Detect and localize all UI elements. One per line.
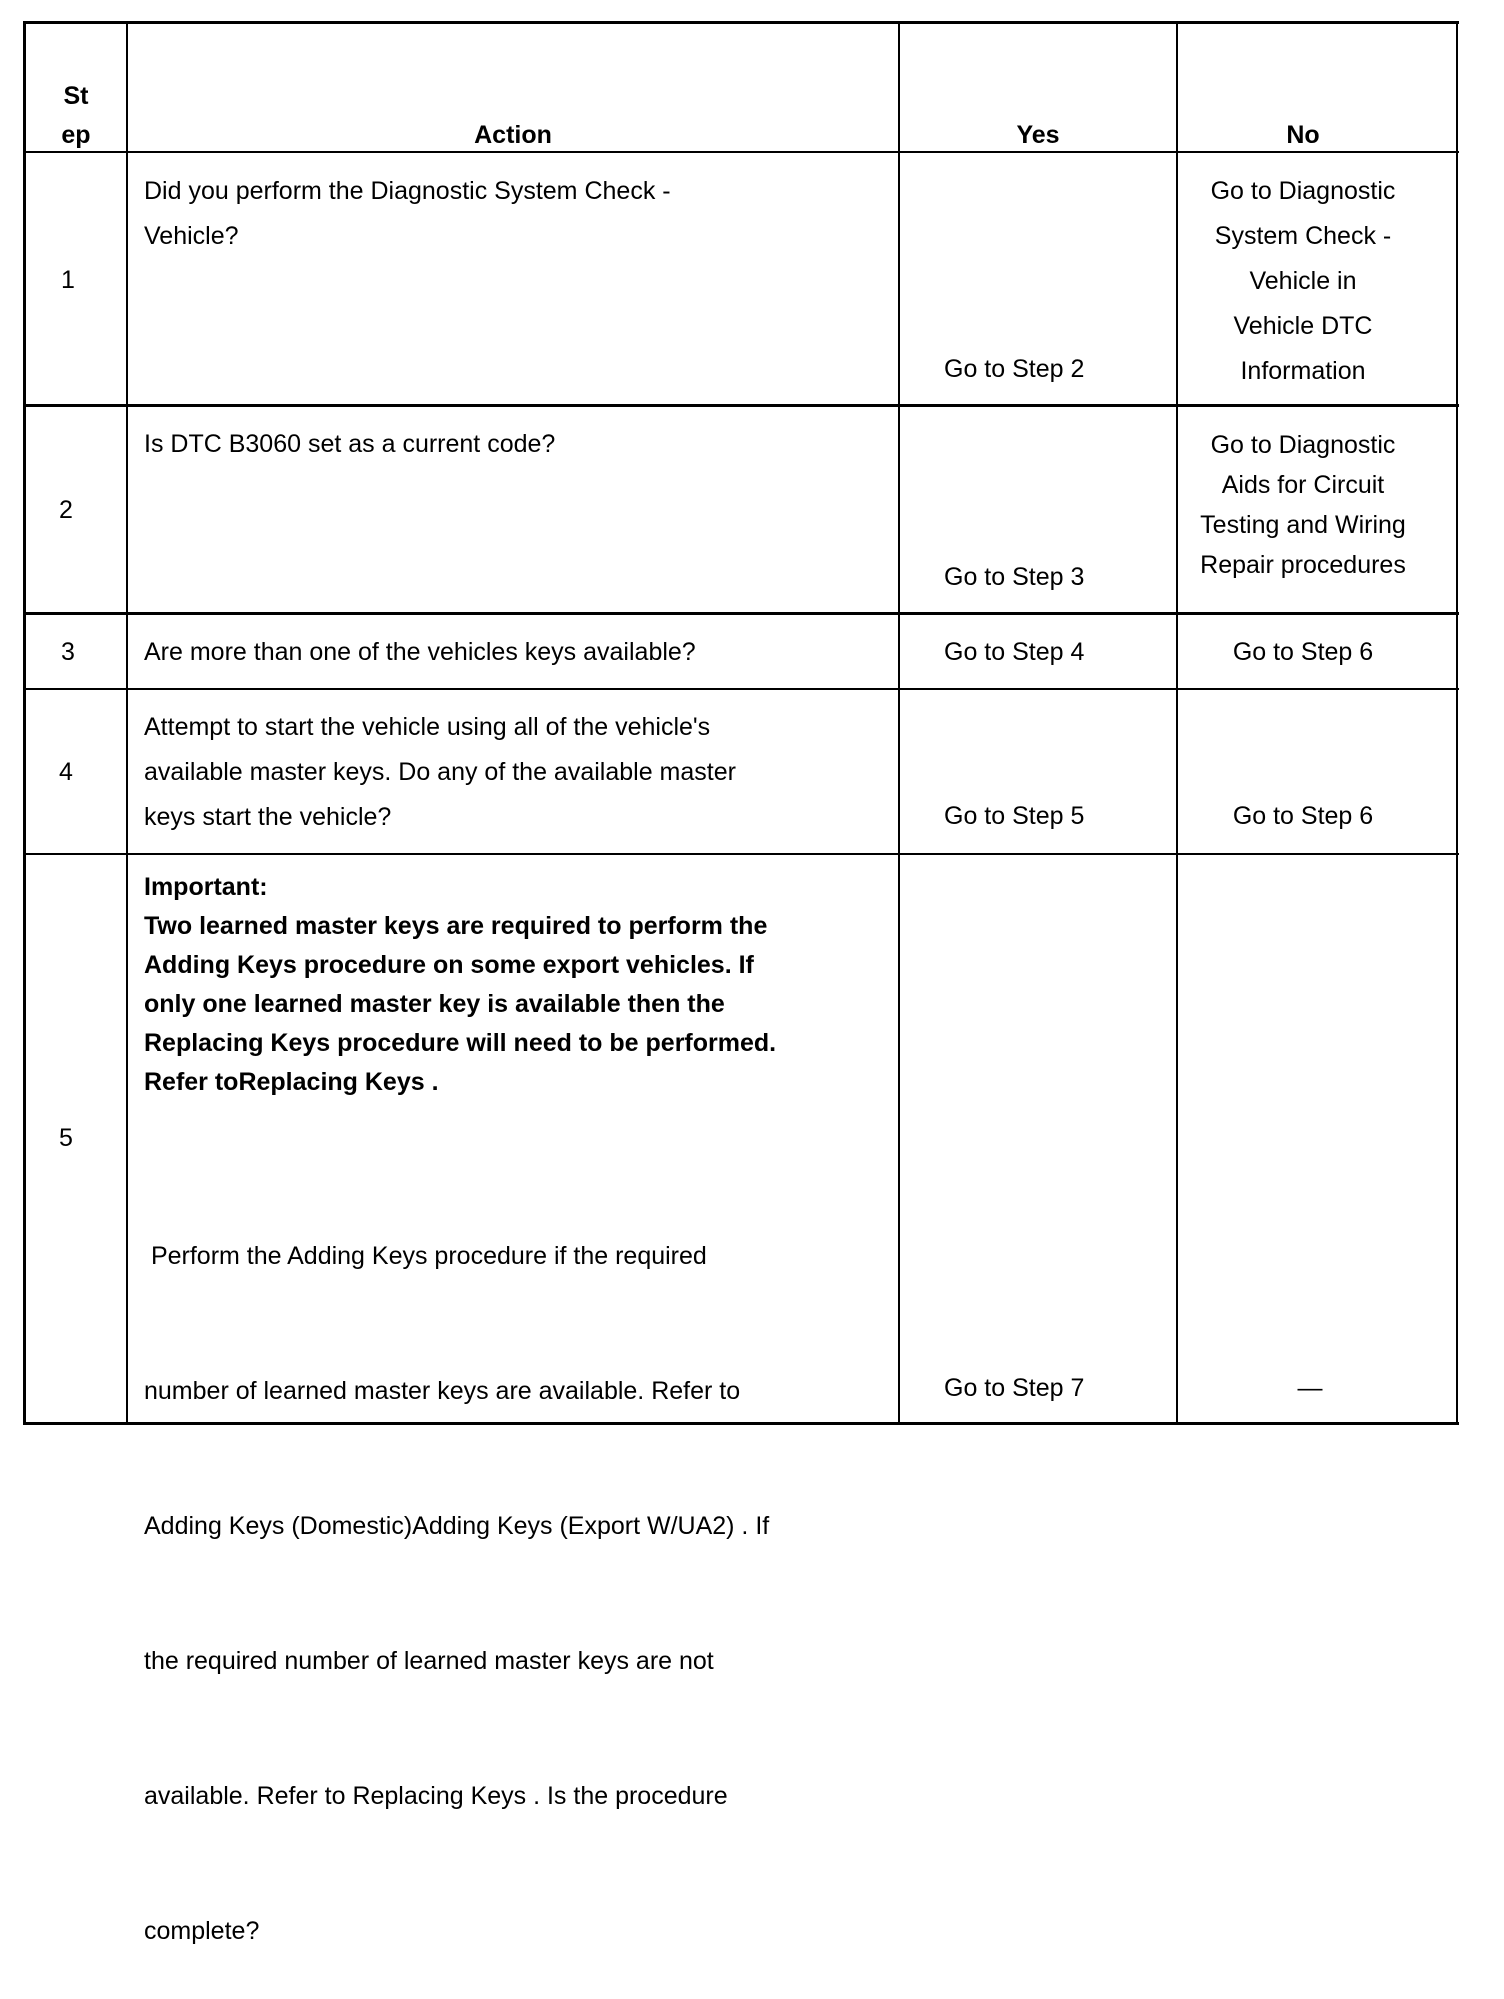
step-number: 5 [59,1124,73,1152]
action-line: Did you perform the Diagnostic System Check - [144,177,671,205]
step-number: 3 [61,638,75,666]
action-text [144,169,671,259]
important-line: Replacing Keys procedure will need to be performed. [144,1029,777,1057]
action-line: Attempt to start the vehicle using all of the vehicle's [144,713,711,741]
no-line: Go to Diagnostic [1210,431,1396,459]
yes-link[interactable]: Go to Step 3 [944,563,1085,591]
no-link[interactable] [1178,425,1428,585]
action-line: Perform the Adding Keys procedure if the required [144,1242,707,1270]
column-divider [898,24,900,1422]
row-divider [26,612,1459,615]
column-divider [1456,24,1458,1422]
header-no: No [1286,121,1320,149]
action-text [144,705,736,840]
no-line: Testing and Wiring [1200,511,1406,539]
action-line: available master keys. Do any of the available master [144,758,736,786]
header-step-line1: St [63,82,89,110]
step-number: 1 [61,266,75,294]
action-line: available. Refer to Replacing Keys . Is the procedure [144,1782,728,1810]
no-link[interactable] [1178,630,1428,675]
action-line: complete? [144,1917,260,1945]
no-line: Repair procedures [1200,551,1406,579]
row-divider [26,688,1459,690]
important-line: Adding Keys procedure on some export vehicles. If [144,951,754,979]
action-text [144,422,555,467]
row-divider [26,853,1459,855]
no-line: Vehicle in [1249,267,1357,295]
no-link[interactable] [1178,169,1428,394]
action-line: Is DTC B3060 set as a current code? [144,430,556,458]
yes-link[interactable]: Go to Step 7 [944,1374,1085,1402]
no-line: Go to Diagnostic [1210,177,1396,205]
header-step [26,77,126,155]
no-line: — [1297,1374,1323,1402]
no-line: Information [1240,357,1366,385]
column-divider [126,24,128,1422]
important-note [144,868,776,1102]
header-yes: Yes [1016,121,1060,149]
no-line: System Check - [1214,222,1392,250]
action-line: the required number of learned master keys are not [144,1647,714,1675]
important-line: Important: [144,873,268,901]
action-text [144,1144,769,1999]
no-link[interactable] [1178,794,1428,839]
step-number: 4 [59,758,73,786]
action-line: keys start the vehicle? [144,803,392,831]
step-number: 2 [59,496,73,524]
header-action: Action [474,121,552,149]
yes-link[interactable]: Go to Step 5 [944,802,1085,830]
important-line: Two learned master keys are required to perform the [144,912,768,940]
row-divider [26,404,1459,407]
yes-link[interactable]: Go to Step 4 [944,638,1085,666]
header-step-line2: ep [61,121,91,149]
no-line: Go to Step 6 [1232,802,1374,830]
important-line: Refer toReplacing Keys . [144,1068,439,1096]
action-text [144,630,696,675]
no-link [1190,1366,1430,1411]
action-line: Are more than one of the vehicles keys available? [144,638,696,666]
action-line: number of learned master keys are available. Refer to [144,1377,741,1405]
important-line: only one learned master key is available then the [144,990,725,1018]
no-line: Aids for Circuit [1221,471,1385,499]
action-line: Adding Keys (Domestic)Adding Keys (Export W/UA2) . If [144,1512,770,1540]
no-line: Go to Step 6 [1232,638,1374,666]
no-line: Vehicle DTC [1233,312,1373,340]
action-line: Vehicle? [144,222,239,250]
yes-link[interactable]: Go to Step 2 [944,355,1085,383]
